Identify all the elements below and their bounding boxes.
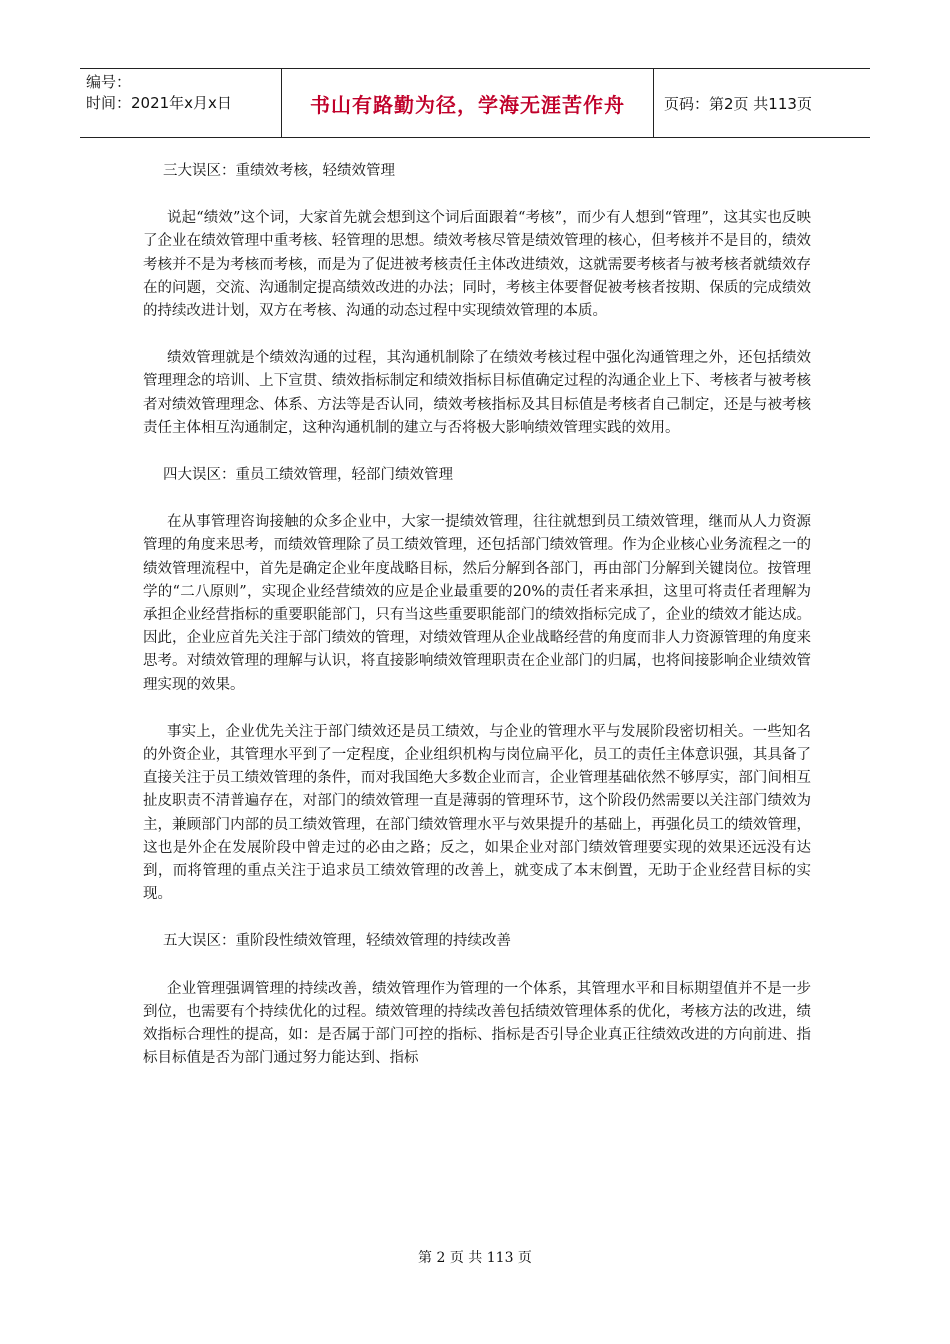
- page-footer: 第 2 页 共 113 页: [418, 1250, 532, 1266]
- paragraph: 企业管理强调管理的持续改善，绩效管理作为管理的一个体系，其管理水平和目标期望值并不是一步到位，也需要有个持续优化的过程。绩效管理的持续改善包括绩效管理体系的优化，考核方法的改进，绩效指标合理性的提高，如：是否属于部门可控的指标、指标是否引导企业真正往绩效改进的方向前进、指标目标值是否为部门通过努力能达到、指标: [143, 980, 811, 1067]
- section-misconception-4: [143, 464, 811, 906]
- section-heading: 四大误区：重员工绩效管理，轻部门绩效管理: [163, 467, 453, 484]
- document-number-label: 编号：: [86, 73, 132, 91]
- section-heading: 三大误区：重绩效考核，轻绩效管理: [163, 163, 395, 179]
- section-misconception-3: [143, 160, 811, 440]
- paragraph: 事实上，企业优先关注于部门绩效还是员工绩效，与企业的管理水平与发展阶段密切相关。一些知名的外资企业，其管理水平到了一定程度，企业组织机构与岗位扁平化，员工的责任主体意识强，其具备了直接关注于员工绩效管理的条件，而对我国绝大多数企业而言，企业管理基础依然不够厚实，部门间相互扯皮职责不清普遍存在，对部门的绩效管理一直是薄弱的管理环节，这个阶段仍然需要以关注部门绩效为主，兼顾部门内部的员工绩效管理，在部门绩效管理水平与效果提升的基础上，再强化员工的绩效管理，这也是外企在发展阶段中曾走过的必由之路；反之，如果企业对部门绩效管理要实现的效果还远没有达到，而将管理的重点关注于追求员工绩效管理的改善上，就变成了本末倒置，无助于企业经营目标的实现。: [143, 723, 811, 903]
- paragraph: 说起“绩效”这个词，大家首先就会想到这个词后面跟着“考核”，而少有人想到“管理”，这其实也反映了企业在绩效管理中重考核、轻管理的思想。绩效考核尽管是绩效管理的核心，但考核并不是目的，绩效考核并不是为考核而考核，而是为了促进被考核责任主体改进绩效，这就需要考核者与被考核者就绩效存在的问题，交流、沟通制定提高绩效改进的办法；同时，考核主体要督促被考核者按期、保质的完成绩效的持续改进计划，双方在考核、沟通的动态过程中实现绩效管理的本质。: [143, 210, 811, 320]
- header-motto: 书山有路勤为径，学海无涯苦作舟: [282, 69, 654, 137]
- document-body: [143, 160, 811, 1095]
- paragraph: 绩效管理就是个绩效沟通的过程，其沟通机制除了在绩效考核过程中强化沟通管理之外，还包括绩效管理理念的培训、上下宣贯、绩效指标制定和绩效指标目标值确定过程的沟通企业上下、考核者与被考核者对绩效管理理念、体系、方法等是否认同，绩效考核指标及其目标值是考核者自己制定，还是与被考核责任主体相互沟通制定，这种沟通机制的建立与否将极大影响绩效管理实践的效用。: [143, 350, 811, 436]
- section-heading: 五大误区：重阶段性绩效管理，轻绩效管理的持续改善: [163, 933, 511, 950]
- header-page-info: 页码：第2页 共113页: [664, 94, 812, 113]
- paragraph: 在从事管理咨询接触的众多企业中，大家一提绩效管理，往往就想到员工绩效管理，继而从人力资源管理的角度来思考，而绩效管理除了员工绩效管理，还包括部门绩效管理。作为企业核心业务流程之一的绩效管理流程中，首先是确定企业年度战略目标，然后分解到各部门，再由部门分解到关键岗位。按管理学的“二八原则”，实现企业经营绩效的应是企业最重要的20%的责任者来承担，这里可将责任者理解为承担企业经营指标的重要职能部门，只有当这些重要职能部门的绩效指标完成了，企业的绩效才能达成。因此，企业应首先关注于部门绩效的管理，对绩效管理从企业战略经营的角度而非人力资源管理的角度来思考。对绩效管理的理解与认识，将直接影响绩效管理职责在企业部门的归属，也将间接影响企业绩效管理实现的效果。: [143, 514, 811, 693]
- document-date: 时间：2021年x月x日: [86, 94, 232, 112]
- page-header: [80, 68, 870, 138]
- header-meta: [80, 69, 282, 137]
- section-misconception-5: [143, 930, 811, 1070]
